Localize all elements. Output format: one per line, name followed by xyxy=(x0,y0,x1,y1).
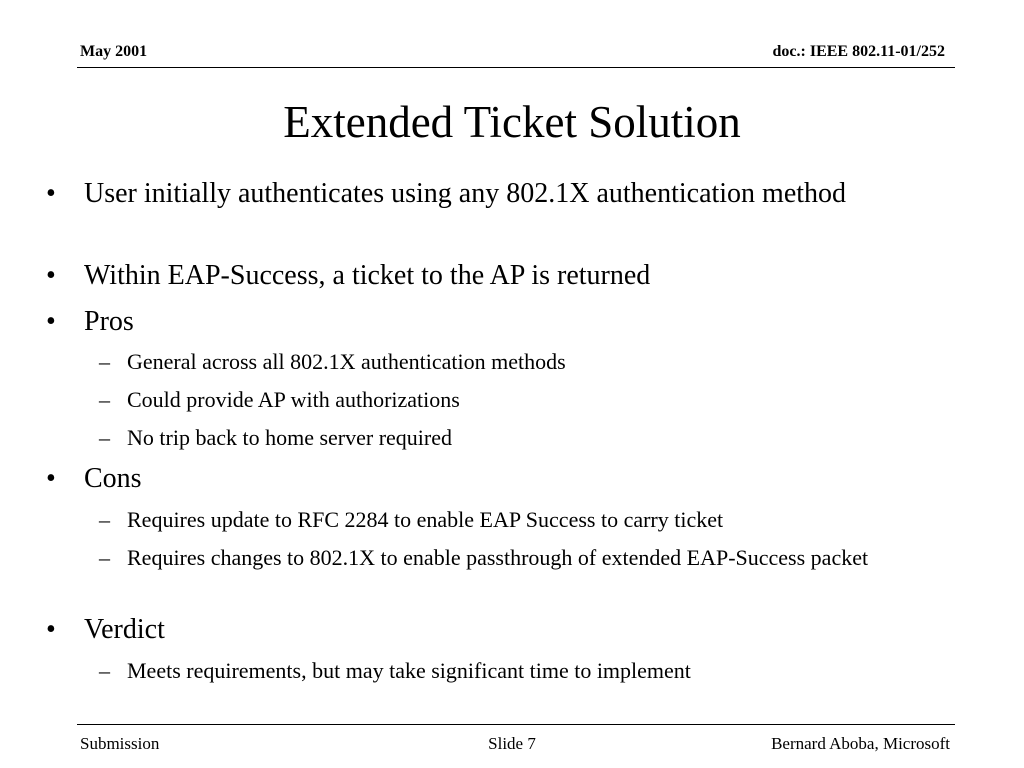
header-doc-id: doc.: IEEE 802.11-01/252 xyxy=(772,43,945,60)
sub-bullet-marker: – xyxy=(99,545,110,570)
slide-title: Extended Ticket Solution xyxy=(283,97,741,147)
bullet-item xyxy=(46,176,924,212)
bullet-text: Pros xyxy=(84,306,134,337)
sub-bullet-text: No trip back to home server required xyxy=(127,425,452,450)
sub-bullet-text: General across all 802.1X authentication methods xyxy=(127,349,566,374)
footer-author: Bernard Aboba, Microsoft xyxy=(771,734,950,753)
bullet-marker: • xyxy=(46,178,56,209)
bullet-marker: • xyxy=(46,306,56,337)
sub-bullet-marker: – xyxy=(99,658,110,683)
sub-bullet-text: Requires changes to 802.1X to enable passthrough of extended EAP-Success packet xyxy=(127,545,869,570)
bullet-marker: • xyxy=(46,260,56,291)
bullet-marker: • xyxy=(46,614,56,645)
sub-bullet-item xyxy=(99,504,927,535)
sub-bullet-text: Could provide AP with authorizations xyxy=(127,387,460,412)
footer-slide-number: Slide 7 xyxy=(488,734,536,753)
sub-bullet-text: Meets requirements, but may take significant time to implement xyxy=(127,658,691,683)
sub-bullet-item xyxy=(99,384,927,415)
sub-bullet-marker: – xyxy=(99,387,110,412)
bullet-marker: • xyxy=(46,463,56,494)
sub-bullet-marker: – xyxy=(99,507,110,532)
bullet-text: Within EAP-Success, a ticket to the AP is returned xyxy=(84,260,651,291)
bullet-item xyxy=(46,461,924,497)
sub-bullet-text: Requires update to RFC 2284 to enable EAP Success to carry ticket xyxy=(127,507,724,532)
bullet-text: Verdict xyxy=(84,614,165,645)
footer-rule xyxy=(77,724,955,725)
sub-bullet-item xyxy=(99,655,927,686)
bullet-item xyxy=(46,612,924,648)
sub-bullet-marker: – xyxy=(99,425,110,450)
bullet-item xyxy=(46,304,924,340)
sub-bullet-item xyxy=(99,346,927,377)
bullet-item xyxy=(46,258,924,294)
sub-bullet-item xyxy=(99,542,927,573)
sub-bullet-item xyxy=(99,422,927,453)
sub-bullet-marker: – xyxy=(99,349,110,374)
footer-submission: Submission xyxy=(80,734,160,753)
header-date: May 2001 xyxy=(80,43,148,60)
bullet-text: Cons xyxy=(84,463,142,494)
bullet-text: User initially authenticates using any 802.1X authentication method xyxy=(84,178,847,209)
